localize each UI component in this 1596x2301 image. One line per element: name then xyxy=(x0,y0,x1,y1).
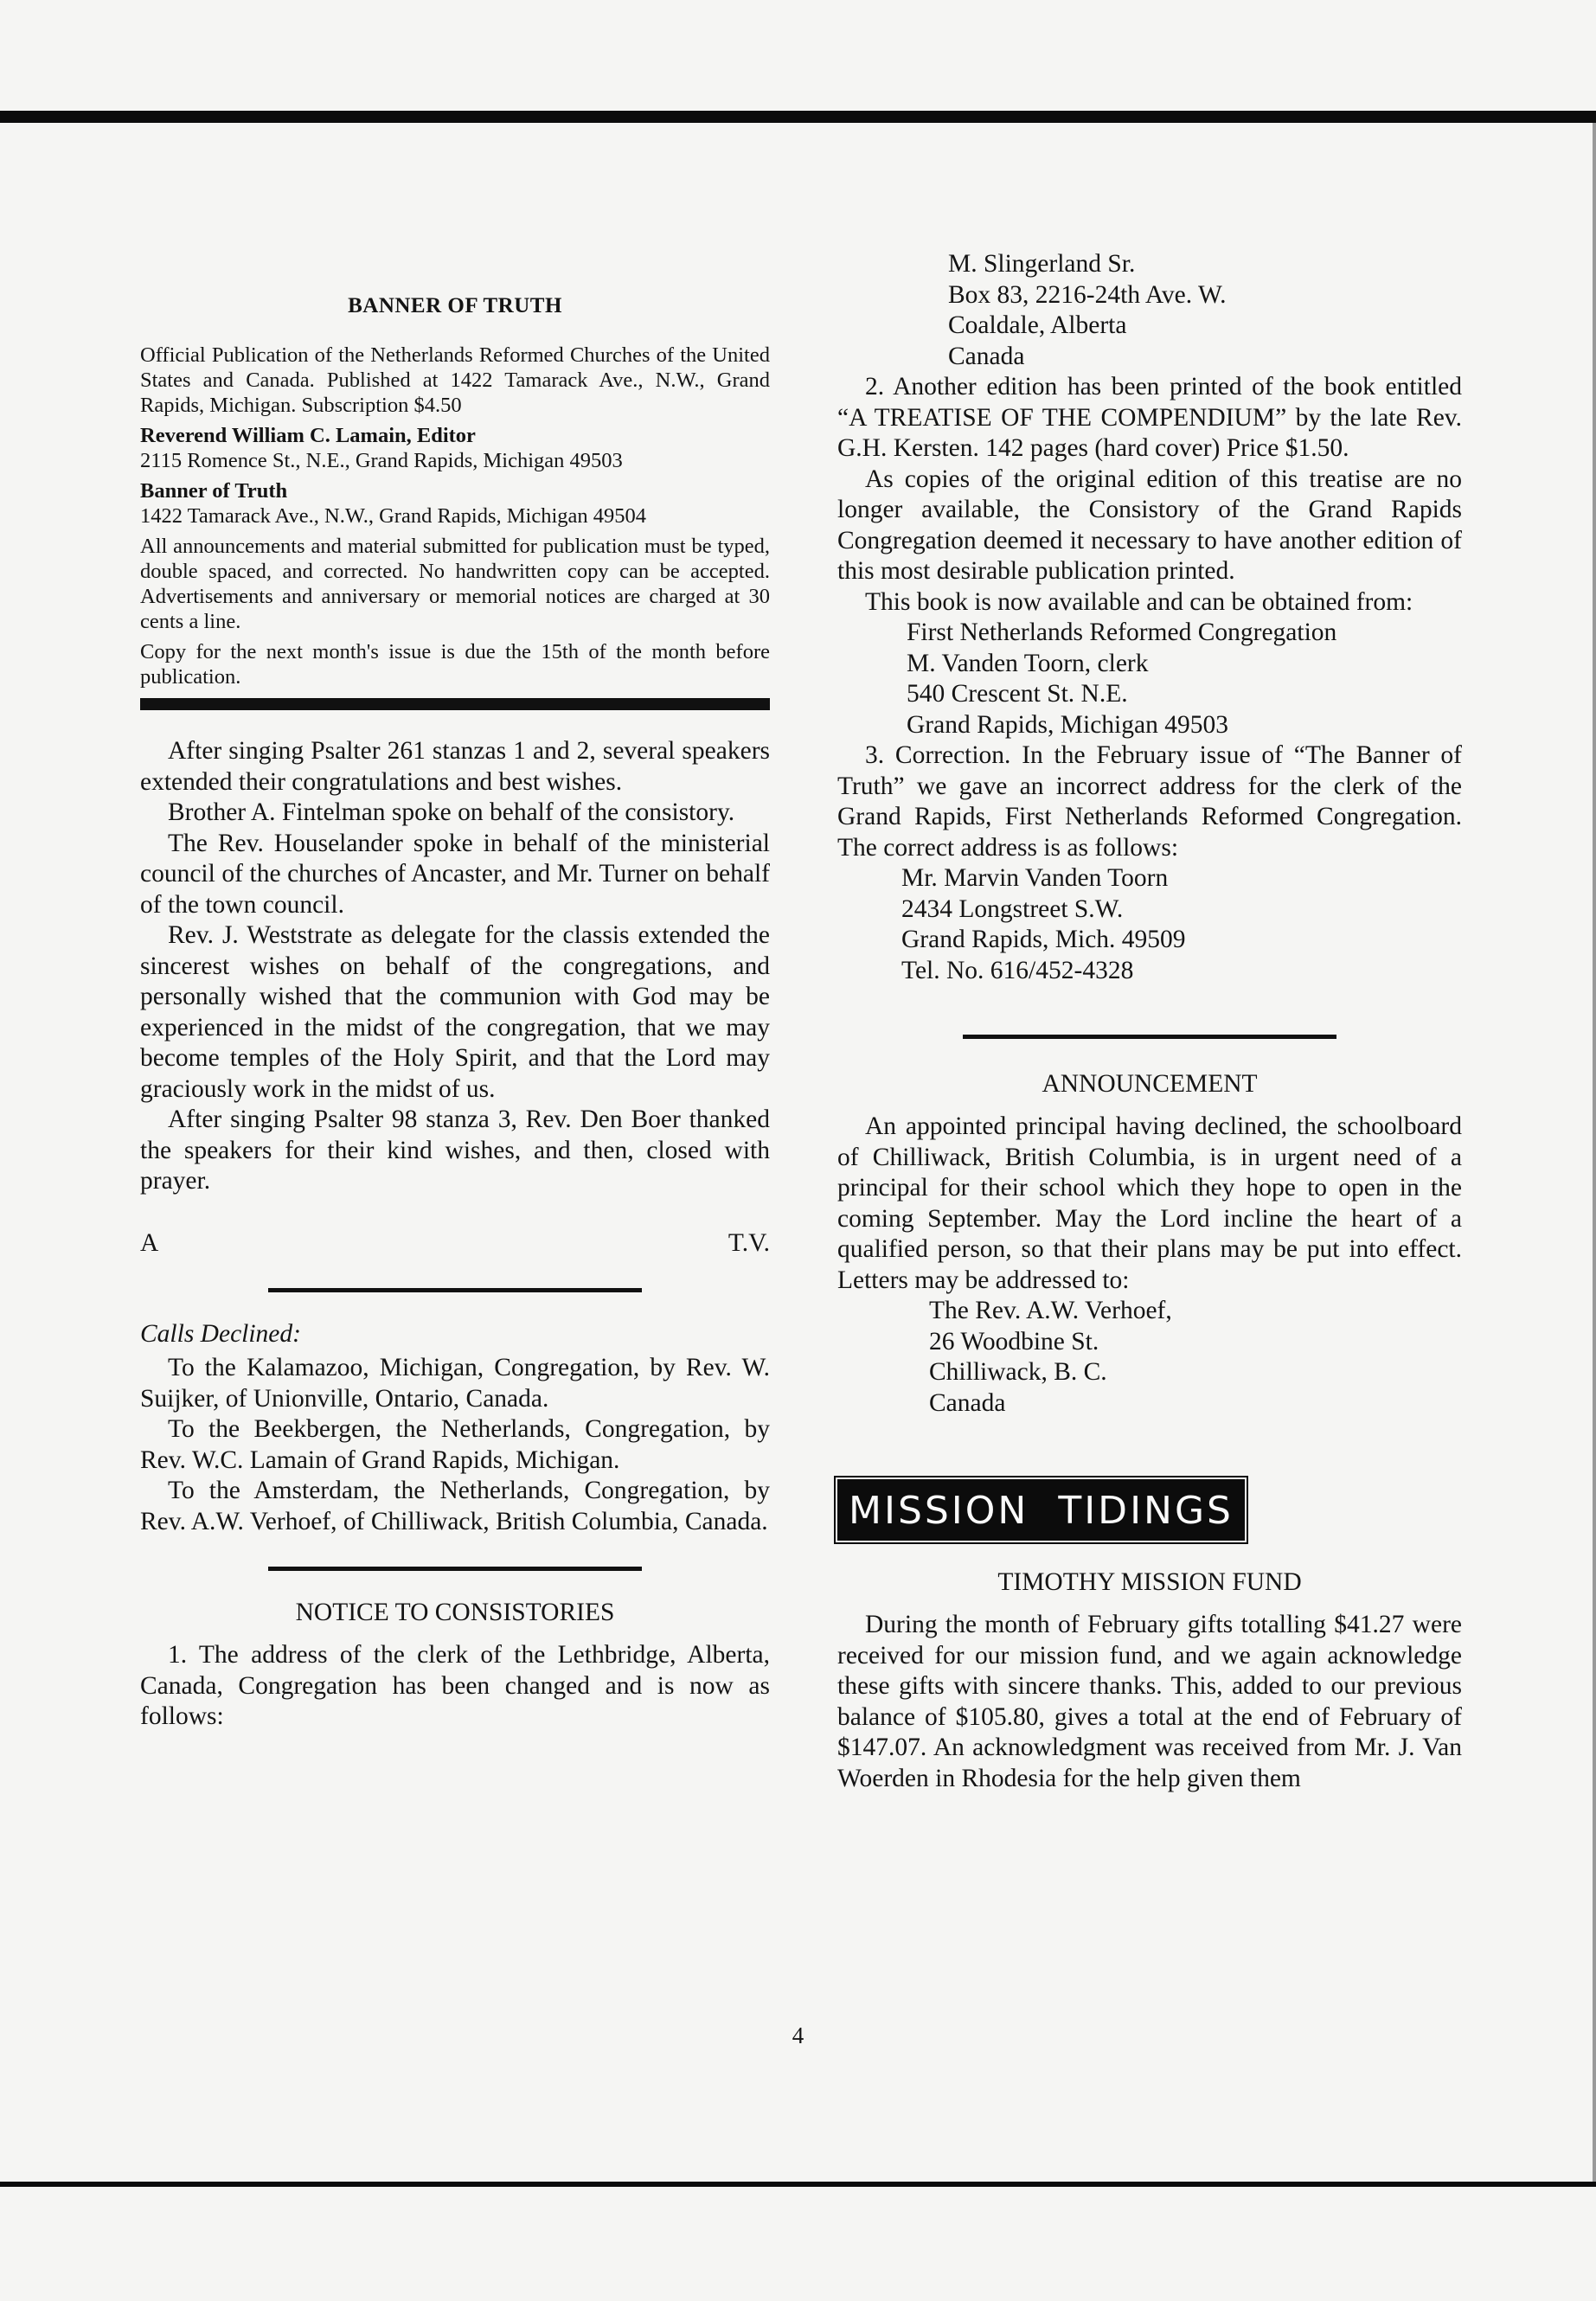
mission-fund-text: During the month of February gifts totalling $41.27 were received for our mission fund, and we again acknowledge these gifts with sincere thanks. This, added to our previous balance of $105.80, gives a total at the end of February of $147.07. An acknowledgment was received from Mr. J. Van Woerden in Rhodesia for the help given them xyxy=(837,1611,1462,1792)
announcement-text: An appointed principal having declined, the schoolboard of Chilliwack, British Columbia, is in urgent need of a principal for their school which they hope to open in the coming September. May the Lord incline the heart of a qualified person, so that their plans may be put into effect. Letters may be addressed to: xyxy=(837,1112,1462,1294)
office-address: 1422 Tamarack Ave., N.W., Grand Rapids, Michigan 49504 xyxy=(140,504,647,528)
masthead-title: BANNER OF TRUTH xyxy=(348,294,562,317)
address-line: Grand Rapids, Michigan 49503 xyxy=(907,710,1228,739)
notice-item-2c: This book is now available and can be obtained from: xyxy=(865,587,1413,616)
left-column xyxy=(140,294,770,1733)
notice-item-3-block xyxy=(837,740,1462,863)
editor-address: 2115 Romence St., N.E., Grand Rapids, Michigan 49503 xyxy=(140,449,623,472)
address-line: Mr. Marvin Vanden Toorn xyxy=(901,864,1169,892)
announcement-heading: ANNOUNCEMENT xyxy=(1042,1070,1258,1098)
address-grand-rapids xyxy=(907,618,1462,740)
address-line: Canada xyxy=(929,1388,1006,1417)
signature-right: T.V. xyxy=(727,1228,770,1257)
office-block xyxy=(140,478,770,529)
section-divider xyxy=(268,1288,642,1292)
editor-block xyxy=(140,423,770,473)
notice-item-3: 3. Correction. In the February issue of “The Banner of Truth” we gave an incorrect address for the clerk of the Grand Rapids, First Netherlands Reformed Congregation. The correct address is as follows: xyxy=(837,741,1462,862)
submission-note: All announcements and material submitted for publication must be typed, double spaced, and corrected. No handwritten copy can be accepted. Advertisements and anniversary or memorial notices are charged at 30 cents a line. xyxy=(140,535,770,633)
article-paragraph: After singing Psalter 98 stanza 3, Rev. Den Boer thanked the speakers for their kind wishes, and then, closed with prayer. xyxy=(140,1106,770,1195)
page-edge xyxy=(1593,123,1596,2182)
address-line: 540 Crescent St. N.E. xyxy=(907,680,1128,708)
banner-word: MISSION xyxy=(849,1489,1029,1533)
address-line: Box 83, 2216-24th Ave. W. xyxy=(948,280,1227,309)
banner-word: TIDINGS xyxy=(1058,1489,1234,1533)
masthead-divider xyxy=(140,698,770,710)
notice-item-2: 2. Another edition has been printed of the book entitled “A TREATISE OF THE COMPENDIUM” by the late Rev. G.H. Kersten. 142 pages (hard cover) Price $1.50. xyxy=(837,373,1462,462)
notice-item-2b: As copies of the original edition of this treatise are no longer available, the Consistory of the Grand Rapids Congregation deemed it necessary to have another edition of this most desirable publication printed. xyxy=(837,465,1462,585)
article-body xyxy=(140,736,770,1197)
address-line: Grand Rapids, Mich. 49509 xyxy=(901,926,1186,953)
right-column xyxy=(837,249,1462,1794)
call-item: To the Amsterdam, the Netherlands, Congregation, by Rev. A.W. Verhoef, of Chilliwack, British Columbia, Canada. xyxy=(140,1477,770,1535)
notice-item-1: 1. The address of the clerk of the Lethbridge, Alberta, Canada, Congregation has been changed and is now as follows: xyxy=(140,1641,770,1730)
article-signature xyxy=(140,1228,770,1259)
section-divider xyxy=(963,1035,1336,1039)
address-line: Tel. No. 616/452-4328 xyxy=(901,956,1134,984)
article-paragraph: Rev. J. Weststrate as delegate for the classis extended the sincerest wishes on behalf of the congregations, and personally wished that the communion with God may be experienced in the midst of the congregation, that we may become temples of the Holy Spirit, and that the Lord may graciously work in the midst of us. xyxy=(140,921,770,1103)
page-number: 4 xyxy=(792,2022,804,2048)
masthead-intro: Official Publication of the Netherlands Reformed Churches of the United States and Canada. Published at 1422 Tamarack Ave., N.W., Grand Rapids, Michigan. Subscription $4.50 xyxy=(140,343,770,417)
editor-name: Reverend William C. Lamain, Editor xyxy=(140,424,476,447)
address-line: 26 Woodbine St. xyxy=(929,1327,1099,1356)
address-line: 2434 Longstreet S.W. xyxy=(901,894,1124,923)
address-line: Coaldale, Alberta xyxy=(948,311,1127,339)
bottom-border xyxy=(0,2182,1596,2187)
top-border xyxy=(0,111,1596,123)
section-divider xyxy=(268,1567,642,1571)
mission-fund-body xyxy=(837,1610,1462,1794)
call-item: To the Beekbergen, the Netherlands, Congregation, by Rev. W.C. Lamain of Grand Rapids, Michigan. xyxy=(140,1415,770,1474)
address-line: Chilliwack, B. C. xyxy=(929,1358,1107,1386)
article-paragraph: After singing Psalter 261 stanzas 1 and 2, several speakers extended their congratulations and best wishes. xyxy=(140,737,770,796)
address-chilliwack xyxy=(929,1296,1462,1419)
signature-left: A xyxy=(140,1228,159,1257)
address-line: First Netherlands Reformed Congregation xyxy=(907,619,1337,646)
calls-declined-title: Calls Declined: xyxy=(140,1320,301,1348)
address-correction xyxy=(901,863,1462,986)
notice-item-2-block xyxy=(837,372,1462,618)
address-line: Canada xyxy=(948,342,1025,370)
article-paragraph: Brother A. Fintelman spoke on behalf of the consistory. xyxy=(168,798,735,826)
deadline-note: Copy for the next month's issue is due the 15th of the month before publication. xyxy=(140,640,770,689)
notice-heading: NOTICE TO CONSISTORIES xyxy=(295,1599,615,1626)
article-paragraph: The Rev. Houselander spoke in behalf of the ministerial council of the churches of Ancaster, and Mr. Turner on behalf of the town council. xyxy=(140,829,770,919)
address-line: The Rev. A.W. Verhoef, xyxy=(929,1297,1172,1324)
notice-intro xyxy=(140,1640,770,1733)
address-lethbridge xyxy=(948,249,1462,372)
mission-tidings-banner xyxy=(837,1479,1245,1541)
address-line: M. Slingerland Sr. xyxy=(948,250,1136,278)
announcement-body xyxy=(837,1112,1462,1296)
call-item: To the Kalamazoo, Michigan, Congregation, by Rev. W. Suijker, of Unionville, Ontario, Canada. xyxy=(140,1354,770,1413)
masthead-block xyxy=(140,343,770,689)
office-name: Banner of Truth xyxy=(140,479,288,503)
address-line: M. Vanden Toorn, clerk xyxy=(907,649,1149,677)
mission-fund-heading: TIMOTHY MISSION FUND xyxy=(997,1568,1302,1596)
calls-list xyxy=(140,1353,770,1537)
